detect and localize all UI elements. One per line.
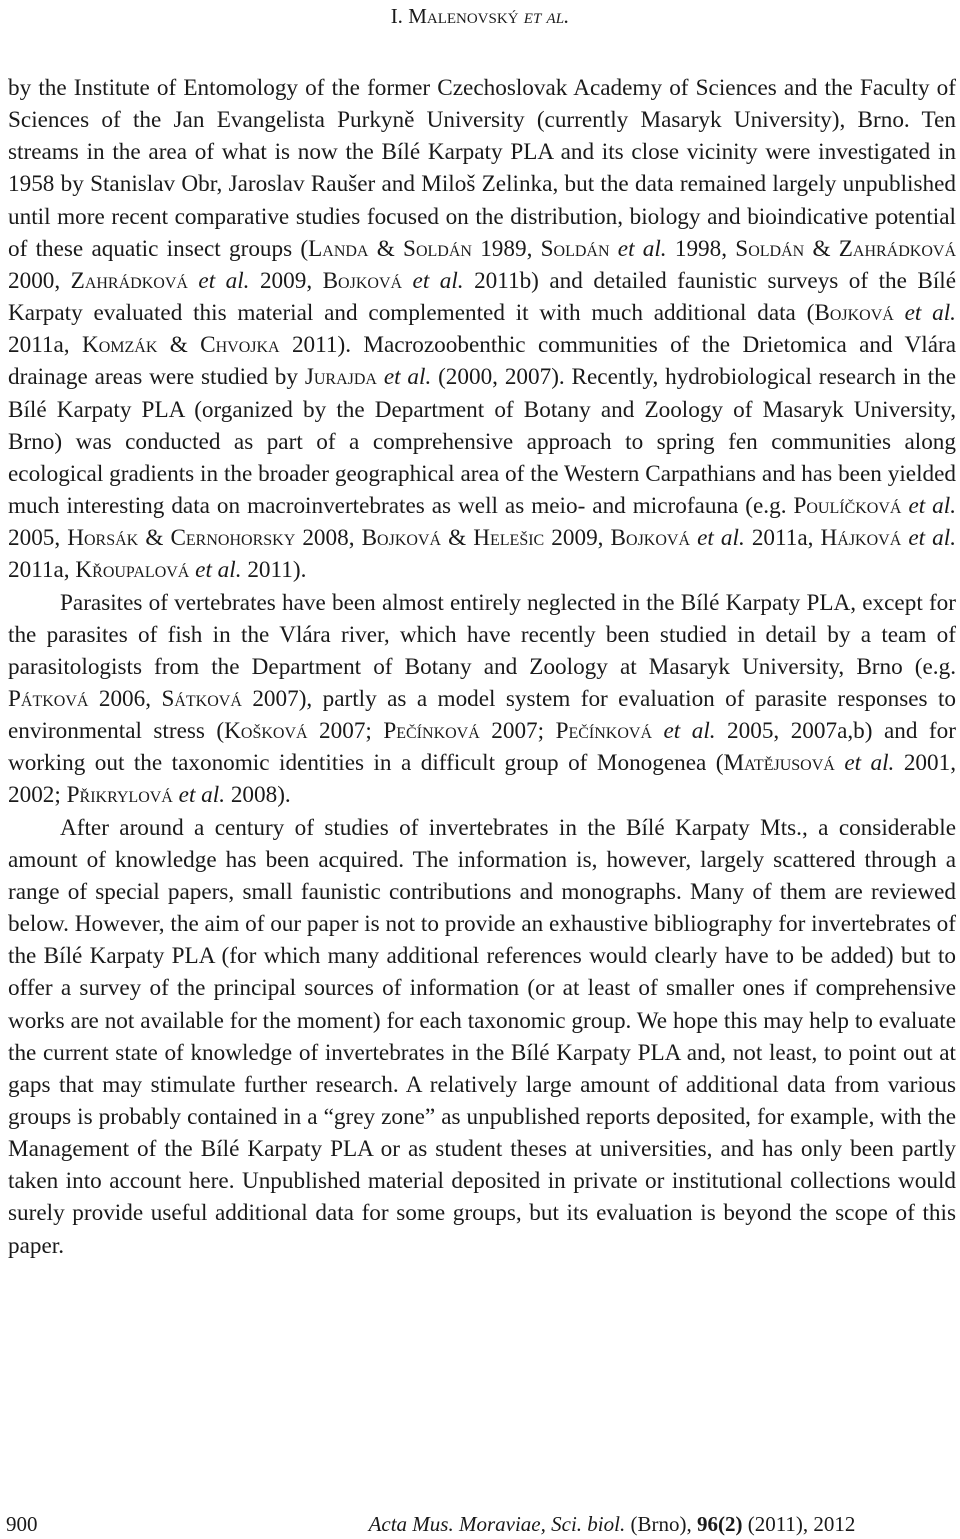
author-name: Poulíčková bbox=[793, 493, 902, 520]
et-al: et al. bbox=[663, 718, 716, 745]
author-name: Matějusová bbox=[723, 750, 835, 777]
text-run: After around a century of studies of invertebrates in the Bílé Karpaty Mts., a considerable amount of knowledge has been acquired. The information is, however, largely scattered through a range of special papers, small faunistic contributions and monographs. Many of them are reviewed below. However, the aim of our paper is not to provide an exhaustive bibliography for invertebrates of the Bílé Karpaty PLA (for which many additional references would clearly have to be added) but to offer a survey of the principal sources of information (or at least of smaller ones if comprehensive works are not available for the moment) for each taxonomic group. We hope this may help to evaluate the current state of knowledge of invertebrates in the Bílé Karpaty PLA and, not least, to point out at gaps that may stimulate further research. A relatively large amount of additional data from various groups is probably contained in a “grey zone” as unpublished reports deposited, for example, with the Management of the Bílé Karpaty PLA or as student theses at universities, and has only been partly taken into account here. Unpublished material deposited in private or institutional collections would surely provide useful additional data for some groups, but its evaluation is beyond the scope of this paper. bbox=[8, 814, 956, 1259]
text-run: 2005, 2007a,b) and for working out the taxonomic identities in a difficult group of Monogenea ( bbox=[8, 718, 956, 777]
author-name: Sátková bbox=[161, 685, 242, 712]
text-run: 2011). bbox=[241, 557, 307, 584]
et-al: et al. bbox=[383, 364, 432, 391]
author-name: Cernohorsky bbox=[170, 525, 296, 552]
page-number: 900 bbox=[6, 1512, 38, 1536]
text-run: by the Institute of Entomology of the former Czechoslovak Academy of Sciences and the Faculty of Sciences of the Jan Evangelista Purkyně University (currently Masaryk University), Brno. Ten streams in the area of what is now the Bílé Karpaty PLA and its close vicinity were investigated in 1958 by Stanislav Obr, Jaroslav Raušer and Miloš Zelinka, but the data remained largely unpublished until more recent comparative studies focused on the distribution, biology and bioindicative potential of these aquatic insect groups ( bbox=[8, 75, 956, 262]
running-header bbox=[0, 4, 960, 28]
et-al: et al. bbox=[198, 267, 250, 294]
et-al: et al. bbox=[697, 525, 745, 552]
text-run: & bbox=[368, 235, 404, 262]
author-name: Bojková bbox=[322, 267, 403, 294]
text-run: 2000, bbox=[8, 267, 71, 294]
text-run bbox=[610, 236, 618, 262]
text-run: 2009, bbox=[544, 525, 611, 552]
text-run: 2011b) and detailed faunistic surveys of the Bílé Karpaty evaluated this material and complemented it with much additional data ( bbox=[8, 267, 957, 327]
author-initial: I. bbox=[390, 4, 409, 28]
author-name: Křoupalová bbox=[75, 557, 190, 584]
paragraph bbox=[8, 587, 956, 812]
text-run: 2005, bbox=[8, 525, 68, 552]
author-name: Pečínková bbox=[383, 718, 480, 745]
text-run: 2001, 2002; bbox=[8, 750, 957, 809]
author-name: Zahrádková bbox=[838, 235, 957, 262]
author-surname: Malenovský bbox=[408, 4, 519, 28]
text-run: & bbox=[441, 525, 474, 552]
text-run: 2006, bbox=[88, 685, 162, 712]
text-run: 2009, bbox=[249, 267, 323, 294]
author-name: Pečínková bbox=[555, 718, 653, 745]
text-run: (2000, 2007). Recently, hydrobiological research in the Bílé Karpaty PLA (organized by the Department of Botany and Zoology of Masaryk University, Brno) was conducted as part of a comprehensive approach to spring fen communities along ecological gradients in the broader geographical area of the Western Carpathians and has been yielded much interesting data on macroinvertebrates as well as meio- and microfauna (e.g. bbox=[8, 364, 956, 520]
text-run: & bbox=[157, 332, 201, 359]
page-footer bbox=[0, 1512, 960, 1538]
author-name: Košková bbox=[224, 718, 308, 745]
author-name: Helešic bbox=[473, 525, 545, 552]
et-al: et al. bbox=[617, 235, 667, 262]
author-name: Jurajda bbox=[304, 364, 377, 391]
author-name: Zahrádková bbox=[70, 267, 188, 294]
et-al: et al. bbox=[195, 557, 242, 584]
text-run bbox=[188, 268, 198, 294]
journal-year: (2011), 2012 bbox=[742, 1512, 856, 1536]
author-name: Přikrylová bbox=[66, 782, 173, 809]
author-name: Hájková bbox=[820, 525, 902, 552]
paragraph bbox=[8, 72, 956, 587]
text-run bbox=[377, 364, 384, 390]
author-name: Soldán bbox=[735, 235, 805, 262]
et-al: et al. bbox=[844, 750, 895, 777]
text-run: & bbox=[138, 525, 171, 552]
text-run: 1989, bbox=[471, 235, 541, 262]
text-run: 2008, bbox=[295, 525, 362, 552]
journal-title: Acta Mus. Moraviae, Sci. biol. bbox=[368, 1512, 626, 1536]
text-run: 2007; bbox=[479, 718, 556, 745]
text-run: 2011a, bbox=[744, 525, 821, 552]
et-al: et al. bbox=[908, 525, 956, 552]
author-name: Soldán bbox=[540, 235, 610, 262]
author-name: Pátková bbox=[8, 685, 89, 712]
text-run bbox=[652, 718, 663, 744]
et-al: et al. bbox=[518, 4, 570, 28]
author-name: Horsák bbox=[67, 525, 139, 552]
text-run: 2008). bbox=[225, 782, 291, 809]
author-name: Bojková bbox=[361, 525, 442, 552]
text-run: 1998, bbox=[666, 235, 736, 262]
et-al: et al. bbox=[412, 267, 464, 294]
author-name: Landa bbox=[308, 235, 369, 262]
journal-citation bbox=[0, 1512, 960, 1536]
text-run: 2011a, bbox=[8, 557, 76, 584]
body-text bbox=[8, 72, 956, 1262]
text-run: 2011). Macrozoobenthic communities of the Drietomica and Vlára drainage areas were studied by bbox=[8, 332, 956, 391]
author-name: Bojková bbox=[610, 525, 691, 552]
author-name: Soldán bbox=[403, 235, 472, 262]
text-run: 2007; bbox=[307, 718, 384, 745]
text-run bbox=[894, 300, 905, 326]
text-run: 2007), partly as a model system for evaluation of parasite responses to environmental stress ( bbox=[8, 685, 956, 745]
journal-volume: 96(2) bbox=[696, 1512, 743, 1536]
journal-place: (Brno), bbox=[625, 1512, 697, 1536]
text-run: & bbox=[804, 235, 839, 262]
et-al: et al. bbox=[178, 782, 226, 809]
et-al: et al. bbox=[904, 300, 956, 327]
text-run: 2011a, bbox=[8, 332, 82, 359]
text-run: Parasites of vertebrates have been almost entirely neglected in the Bílé Karpaty PLA, except for the parasites of fish in the Vlára river, which have recently been studied in detail by a team of parasitologists from the Department of Botany and Zoology at Masaryk University, Brno (e.g. bbox=[8, 589, 956, 680]
paragraph bbox=[8, 812, 956, 1262]
text-run bbox=[835, 750, 844, 776]
author-name: Bojková bbox=[814, 300, 894, 327]
text-run bbox=[402, 268, 412, 294]
et-al: et al. bbox=[908, 493, 956, 520]
author-name: Komzák bbox=[81, 332, 158, 359]
author-name: Chvojka bbox=[200, 332, 280, 359]
